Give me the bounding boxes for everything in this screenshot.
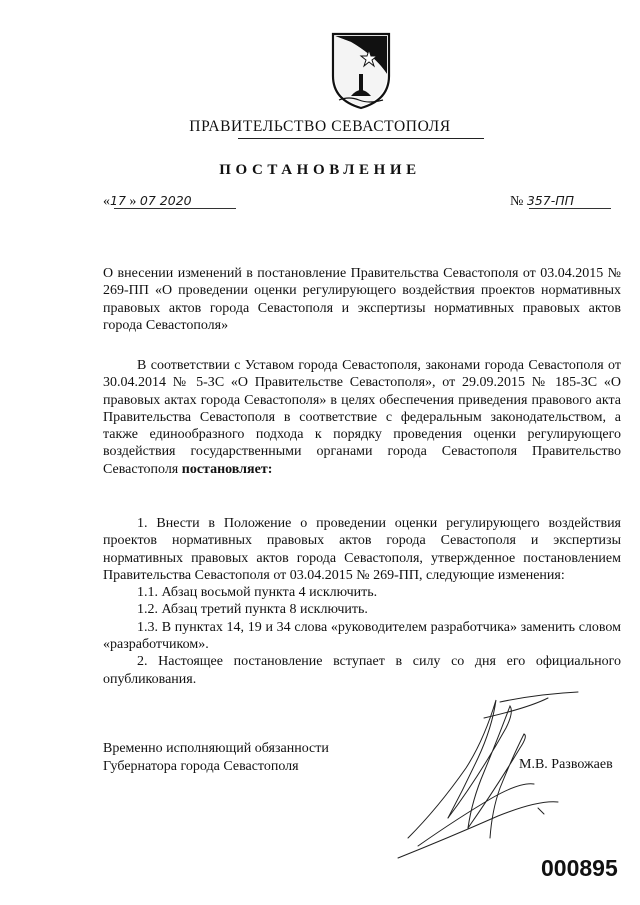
item-1-1: 1.1. Абзац восьмой пункта 4 исключить. xyxy=(137,585,378,601)
document-number-handwritten: 357-ПП xyxy=(526,193,575,208)
date-close-quote: » xyxy=(129,194,137,209)
date-month-year-handwritten: 07 2020 xyxy=(139,193,192,208)
number-underline xyxy=(529,208,611,209)
preamble-paragraph xyxy=(103,357,621,478)
decides-word: постановляет: xyxy=(181,461,273,477)
preamble-text: В соответствии с Уставом города Севастополя, законами города Севастополя от 30.04.2014 № 5-ЗС «О Правительстве Севастополя», от 29.09.2015 № 185-ЗС «О правовых актах города Севастополя» в целях обеспечения приведения правового акта Правительства Севастополя в соответствие с федеральным законодательством, а также единообразного подхода к порядку проведения оценки регулирующего воздействия государственными органами города Севастополя Правительство Севастополя xyxy=(103,358,621,477)
organization-title: ПРАВИТЕЛЬСТВО СЕВАСТОПОЛЯ xyxy=(189,118,451,135)
date-open-quote: « xyxy=(103,194,110,209)
item-1-2: 1.2. Абзац третий пункта 8 исключить. xyxy=(137,602,368,618)
signatory-position xyxy=(103,740,329,775)
document-serial-number: 000895 xyxy=(541,855,618,881)
header-divider xyxy=(238,138,484,139)
date-underline xyxy=(114,208,236,209)
resolution-items xyxy=(103,515,621,688)
signatory-position-line-1: Временно исполняющий обязанности xyxy=(103,741,329,756)
document-type-title: ПОСТАНОВЛЕНИЕ xyxy=(219,162,421,178)
date-day-handwritten: 17 xyxy=(110,193,126,208)
item-1-3: 1.3. В пунктах 14, 19 и 34 слова «руководителем разработчика» заменить словом «разработчиком». xyxy=(103,619,621,653)
number-sign: № xyxy=(510,194,524,209)
item-2: 2. Настоящее постановление вступает в силу со дня его официального опубликования. xyxy=(103,654,621,687)
coat-of-arms-emblem xyxy=(329,30,393,110)
signatory-position-line-2: Губернатора города Севастополя xyxy=(103,758,299,774)
document-subject: О внесении изменений в постановление Правительства Севастополя от 03.04.2015 № 269-ПП «О проведении оценки регулирующего воздействия проектов нормативных правовых актов города Севастополя и экспертизы нормативных правовых актов города Севастополя» xyxy=(103,266,621,333)
item-1: 1. Внести в Положение о проведении оценки регулирующего воздействия проектов нормативных правовых актов города Севастополя и экспертизы нормативных правовых актов города Севастополя, утвержденное постановлением Правительства Севастополя от 03.04.2015 № 269-ПП, следующие изменения: xyxy=(103,516,621,583)
handwritten-signature xyxy=(388,688,598,868)
signatory-name: М.В. Развожаев xyxy=(519,757,613,772)
